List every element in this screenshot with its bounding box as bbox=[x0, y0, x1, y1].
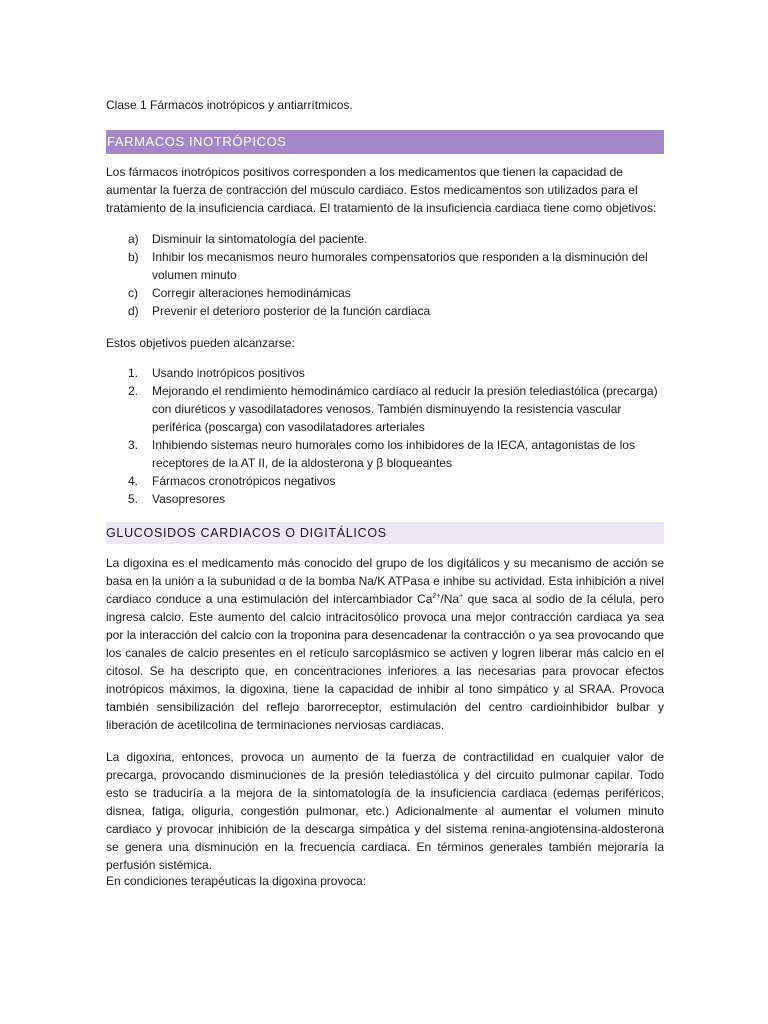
list-item-text: Inhibir los mecanismos neuro humorales compensatorios que responden a la disminución del volumen minuto bbox=[152, 250, 648, 282]
paragraph-text: que saca al sodio de la célula, pero ingresa calcio. Este aumento del calcio intracitosólico provoca una mejor contracción cardiaca ya sea por la interacción del calcio con la troponina para desencadenar la contracción o ya sea provocando que los canales de calcio presentes en el retículo sarcoplásmico se activen y logren liberar más calcio en el citosol. Se ha descripto que, en concentraciones inferiores a las necesarias para provocar efectos inotrópicos máximos, la digoxina, tiene la capacidad de inhibir al tono simpático y al SRAA. Provoca también sensibilización del reflejo barorreceptor, estimulación del centro cardioinhibidor bulbar y liberación de acetilcolina de terminaciones nerviosas cardiacas. bbox=[106, 592, 664, 732]
list-item bbox=[106, 364, 664, 382]
list-marker: 5. bbox=[128, 492, 139, 506]
list-marker: 2. bbox=[128, 384, 139, 398]
list-item bbox=[106, 302, 664, 320]
list-item bbox=[106, 436, 664, 472]
list-item-text: Fármacos cronotrópicos negativos bbox=[152, 474, 336, 488]
list-item bbox=[106, 248, 664, 284]
objectives-list bbox=[106, 230, 664, 320]
list-marker: b) bbox=[128, 250, 139, 264]
list-item bbox=[106, 230, 664, 248]
list-marker: 4. bbox=[128, 474, 139, 488]
list-marker: 1. bbox=[128, 366, 139, 380]
list-item bbox=[106, 284, 664, 302]
section-heading-inotropic-drugs bbox=[106, 130, 664, 154]
document-title: Clase 1 Fármacos inotrópicos y antiarrítmicos. bbox=[106, 98, 353, 112]
list-item-text: Mejorando el rendimiento hemodinámico cardíaco al reducir la presión telediastólica (precarga) con diuréticos y vasodilatadores venosos. También disminuyendo la resistencia vascular periférica (poscarga) con vasodilatadores arteriales bbox=[152, 384, 658, 434]
means-intro-paragraph: Estos objetivos pueden alcanzarse: bbox=[106, 336, 295, 350]
section-heading-text: GLUCOSIDOS CARDIACOS O DIGITÁLICOS bbox=[106, 526, 387, 540]
list-item-text: Inhibiendo sistemas neuro humorales como los inhibidores de la IECA, antagonistas de los receptores de la AT II, de la aldosterona y β bloqueantes bbox=[152, 438, 635, 470]
list-item-text: Disminuir la sintomatología del paciente. bbox=[152, 232, 368, 246]
list-item-text: Prevenir el deterioro posterior de la función cardiaca bbox=[152, 304, 431, 318]
list-item bbox=[106, 490, 664, 508]
paragraph-text: La digoxina es el medicamento más conocido del grupo de los digitálicos y su mecanismo de acción se basa en la unión a la subunidad α de la bomba Na/K ATPasa e inhibe su actividad. Esta inhibición a nivel cardiaco conduce a una estimulación del intercambiador Ca bbox=[106, 556, 664, 606]
list-item-text: Usando inotrópicos positivos bbox=[152, 366, 305, 380]
list-item bbox=[106, 472, 664, 490]
superscript: + bbox=[459, 593, 464, 600]
paragraph-text: /Na bbox=[440, 592, 460, 606]
digoxin-effects-paragraph: La digoxina, entonces, provoca un aumento de la fuerza de contractilidad en cualquier valor de precarga, provocando disminuciones de la presión telediastólica y del circuito pulmonar capilar. Todo esto se traduciría a la mejora de la sintomatología de la insuficiencia cardiaca (edemas periféricos, disnea, fatiga, oliguria, congestión pulmonar, etc.) Adicionalmente al aumentar el volumen minuto cardiaco y provocar inhibición de la descarga simpática y del sistema renina-angiotensina-aldosterona se genera una disminución en la frecuencia cardiaca. En términos generales también mejoraría la perfusión sistémica. bbox=[106, 750, 664, 872]
list-item-text: Vasopresores bbox=[152, 492, 226, 506]
list-marker: a) bbox=[128, 232, 139, 246]
list-item-text: Corregir alteraciones hemodinámicas bbox=[152, 286, 351, 300]
means-list bbox=[106, 364, 664, 508]
list-marker: c) bbox=[128, 286, 138, 300]
superscript: 2+ bbox=[432, 593, 441, 600]
intro-paragraph: Los fármacos inotrópicos positivos corresponden a los medicamentos que tienen la capacidad de aumentar la fuerza de contracción del músculo cardiaco. Estos medicamentos son utilizados para el tratamiento de la insuficiencia cardiaca. El tratamiento de la insuficiencia cardiaca tiene como objetivos: bbox=[106, 165, 657, 215]
list-item bbox=[106, 382, 664, 436]
digoxin-mechanism-paragraph bbox=[106, 554, 664, 734]
section-heading-text: FARMACOS INOTRÓPICOS bbox=[107, 134, 287, 149]
list-marker: 3. bbox=[128, 438, 139, 452]
therapeutic-conditions-paragraph: En condiciones terapéuticas la digoxina provoca: bbox=[106, 874, 367, 888]
list-marker: d) bbox=[128, 304, 139, 318]
section-heading-cardiac-glycosides bbox=[106, 522, 664, 544]
